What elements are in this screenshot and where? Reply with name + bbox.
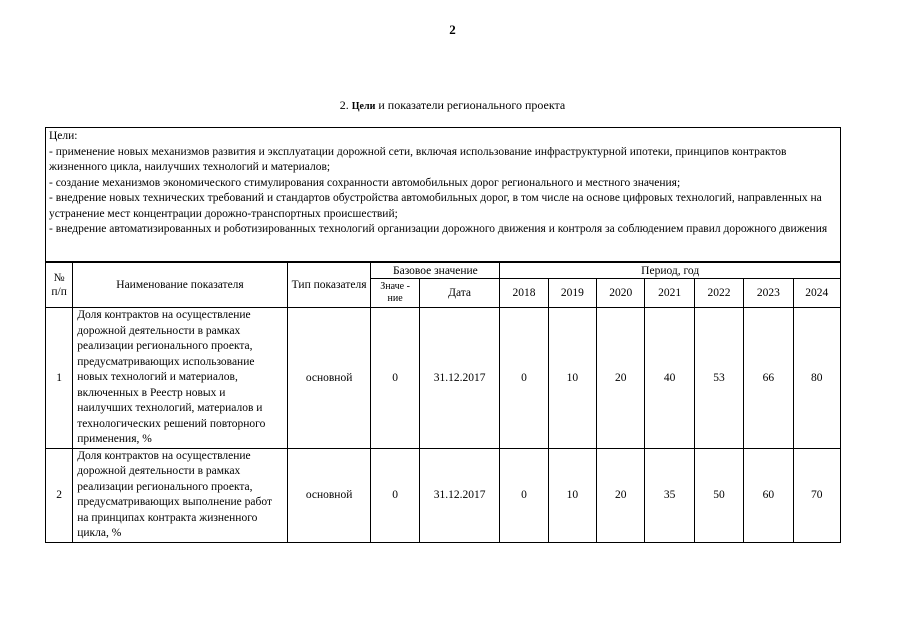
row-value: 80: [793, 308, 840, 449]
row-value: 70: [793, 448, 840, 542]
section-title-strong: Цели: [351, 101, 376, 112]
header-base: Базовое значение: [371, 263, 500, 279]
row-type: основной: [287, 448, 371, 542]
row-value: 10: [548, 308, 596, 449]
section-title-rest: и показатели регионального проекта: [378, 98, 566, 112]
row-base-value: 0: [371, 308, 419, 449]
section-number: 2.: [339, 98, 349, 112]
header-year: 2023: [744, 279, 793, 308]
page-number: 2: [449, 22, 456, 37]
header-base-value: Значе - ние: [371, 279, 419, 308]
row-type: основной: [287, 308, 371, 449]
row-value: 20: [597, 448, 645, 542]
header-year: 2024: [793, 279, 840, 308]
row-base-date: 31.12.2017: [419, 448, 500, 542]
header-name: Наименование показателя: [73, 263, 288, 308]
goal-item: - создание механизмов экономического стимулирования сохранности автомобильных дорог регионального и местного значения;: [49, 176, 681, 189]
row-num: 2: [46, 448, 73, 542]
goals-heading: Цели:: [49, 130, 78, 142]
header-base-date: Дата: [419, 279, 500, 308]
row-base-value: 0: [371, 448, 419, 542]
row-num: 1: [46, 308, 73, 449]
goal-item: - внедрение автоматизированных и роботизированных технологий организации дорожного движения и контроля за соблюдением правил дорожного движения: [49, 223, 828, 235]
header-type: Тип показателя: [287, 263, 371, 308]
indicators-table: [45, 262, 841, 543]
section-title: [0, 98, 905, 113]
row-name: Доля контрактов на осуществление дорожной деятельности в рамках реализации регионального проекта, предусматривающих выполнение работ на принципах контракта жизненного цикла, %: [73, 448, 288, 542]
row-value: 66: [744, 308, 793, 449]
row-value: 0: [500, 308, 548, 449]
header-period: Период, год: [500, 263, 841, 279]
goal-item: - применение новых механизмов развития и эксплуатации дорожной сети, включая использование инфраструктурной ипотеки, принципов контрактов жизненного цикла, наилучших технологий и материалов;: [49, 145, 787, 173]
row-base-date: 31.12.2017: [419, 308, 500, 449]
header-year: 2018: [500, 279, 548, 308]
row-value: 40: [645, 308, 694, 449]
row-value: 0: [500, 448, 548, 542]
row-value: 35: [645, 448, 694, 542]
header-year: 2019: [548, 279, 596, 308]
goal-item: - внедрение новых технических требований и стандартов обустройства автомобильных дорог, в том числе на основе цифровых технологий, направленных на устранение мест концентрации дорожно-транспортных происшествий;: [49, 192, 822, 220]
table-row: [46, 448, 841, 542]
row-value: 60: [744, 448, 793, 542]
goals-box: [45, 127, 841, 262]
row-value: 53: [694, 308, 743, 449]
table-row: [46, 308, 841, 449]
row-value: 20: [597, 308, 645, 449]
row-value: 50: [694, 448, 743, 542]
header-num: № п/п: [46, 263, 73, 308]
header-year: 2020: [597, 279, 645, 308]
row-name: Доля контрактов на осуществление дорожной деятельности в рамках реализации регионального проекта, предусматривающих использование новых технологий и материалов, включенных в Реестр новых и наилучших технологий, материалов и технологических решений повторного применения, %: [73, 308, 288, 449]
row-value: 10: [548, 448, 596, 542]
header-year: 2021: [645, 279, 694, 308]
header-year: 2022: [694, 279, 743, 308]
